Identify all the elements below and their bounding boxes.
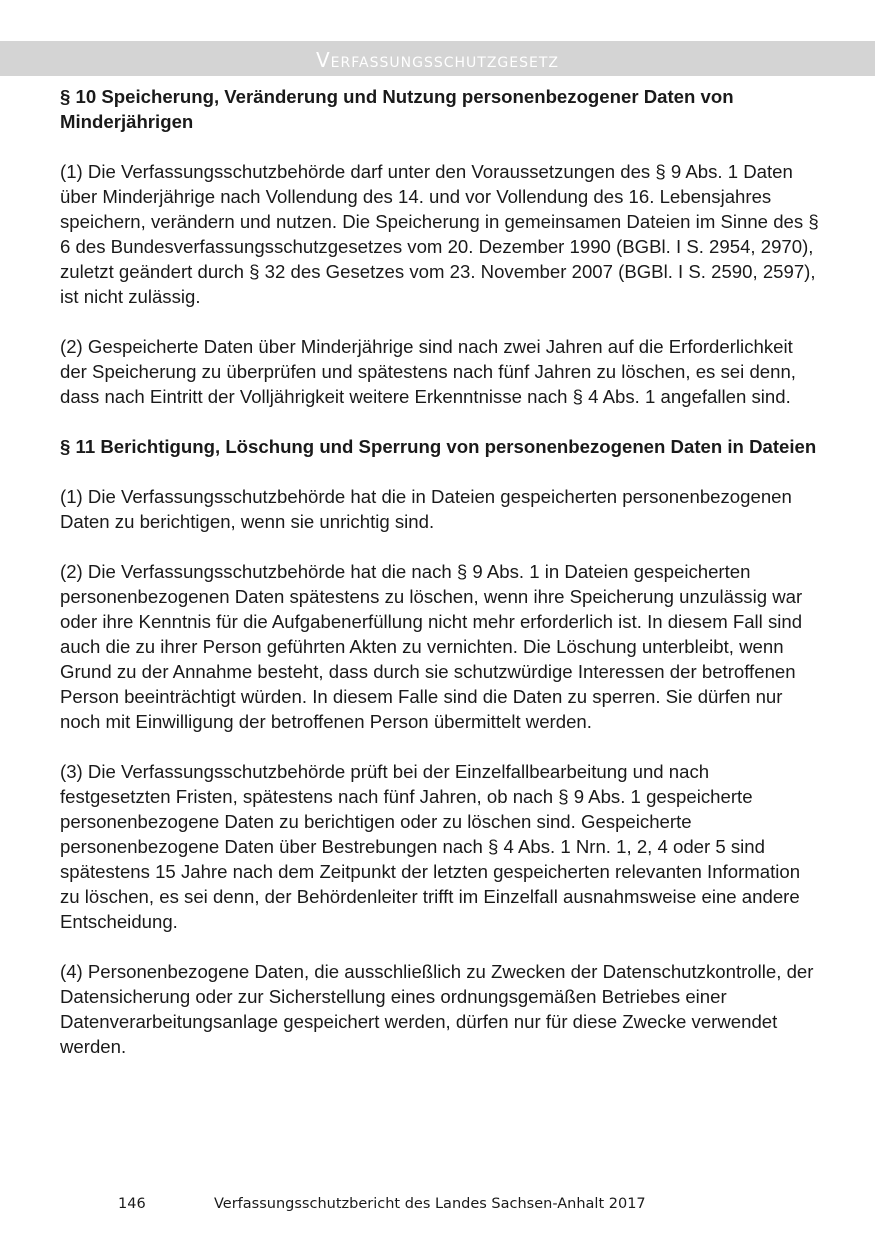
paragraph-11-4: (4) Personenbezogene Daten, die ausschließlich zu Zwecken der Datenschutzkontrolle, der Datensicherung oder zur Sicherstellung eines ordnungsgemäßen Betriebes einer Datenverarbeitungsanlage gespeichert werden, dürfen nur für diese Zwecke verwendet werden.	[60, 961, 814, 1057]
document-body	[60, 84, 820, 1084]
section-heading-11: § 11 Berichtigung, Löschung und Sperrung von personenbezogenen Daten in Dateien	[60, 436, 817, 457]
paragraph-11-1: (1) Die Verfassungsschutzbehörde hat die in Dateien gespeicherten personenbezogenen Daten zu berichtigen, wenn sie unrichtig sind.	[60, 486, 792, 532]
running-header-title: Verfassungsschutzgesetz	[316, 48, 559, 72]
paragraph-10-1: (1) Die Verfassungsschutzbehörde darf unter den Voraussetzungen des § 9 Abs. 1 Daten über Minderjährige nach Vollendung des 14. und vor Vollendung des 16. Lebensjahres speichern, verändern und nutzen. Die Speicherung in gemeinsamen Dateien im Sinne des § 6 des Bundesverfassungsschutzgesetzes vom 20. Dezember 1990 (BGBl. I S. 2954, 2970), zuletzt geändert durch § 32 des Gesetzes vom 23. November 2007 (BGBl. I S. 2590, 2597), ist nicht zulässig.	[60, 161, 819, 307]
section-heading-10: § 10 Speicherung, Veränderung und Nutzung personenbezogener Daten von Minderjährigen	[60, 86, 734, 132]
paragraph-10-2: (2) Gespeicherte Daten über Minderjährige sind nach zwei Jahren auf die Erforderlichkeit der Speicherung zu überprüfen und spätestens nach fünf Jahren zu löschen, es sei denn, dass nach Eintritt der Volljährigkeit weitere Erkenntnisse nach § 4 Abs. 1 angefallen sind.	[60, 336, 796, 407]
page-number: 146	[118, 1196, 146, 1212]
paragraph-11-2: (2) Die Verfassungsschutzbehörde hat die nach § 9 Abs. 1 in Dateien gespeicherten personenbezogenen Daten spätestens zu löschen, wenn ihre Speicherung unzulässig war oder ihre Kenntnis für die Aufgabenerfüllung nicht mehr erforderlich ist. In diesem Fall sind auch die zu ihrer Person geführten Akten zu vernichten. Die Löschung unterbleibt, wenn Grund zu der Annahme besteht, dass durch sie schutzwürdige Interessen der betroffenen Person beeinträchtigt würden. In diesem Falle sind die Daten zu sperren. Sie dürfen nur noch mit Einwilligung der betroffenen Person übermittelt werden.	[60, 561, 803, 732]
publication-title: Verfassungsschutzbericht des Landes Sachsen-Anhalt 2017	[214, 1196, 646, 1212]
running-header-bar	[0, 41, 875, 76]
paragraph-11-3: (3) Die Verfassungsschutzbehörde prüft bei der Einzelfallbearbeitung und nach festgesetzten Fristen, spätestens nach fünf Jahren, ob nach § 9 Abs. 1 gespeicherte personenbezogene Daten zu berichtigen oder zu löschen sind. Gespeicherte personenbezogene Daten über Bestrebungen nach § 4 Abs. 1 Nrn. 1, 2, 4 oder 5 sind spätestens 15 Jahre nach dem Zeitpunkt der letzten gespeicherten relevanten Information zu löschen, es sei denn, der Behördenleiter trifft im Einzelfall ausnahmsweise eine andere Entscheidung.	[60, 761, 801, 932]
